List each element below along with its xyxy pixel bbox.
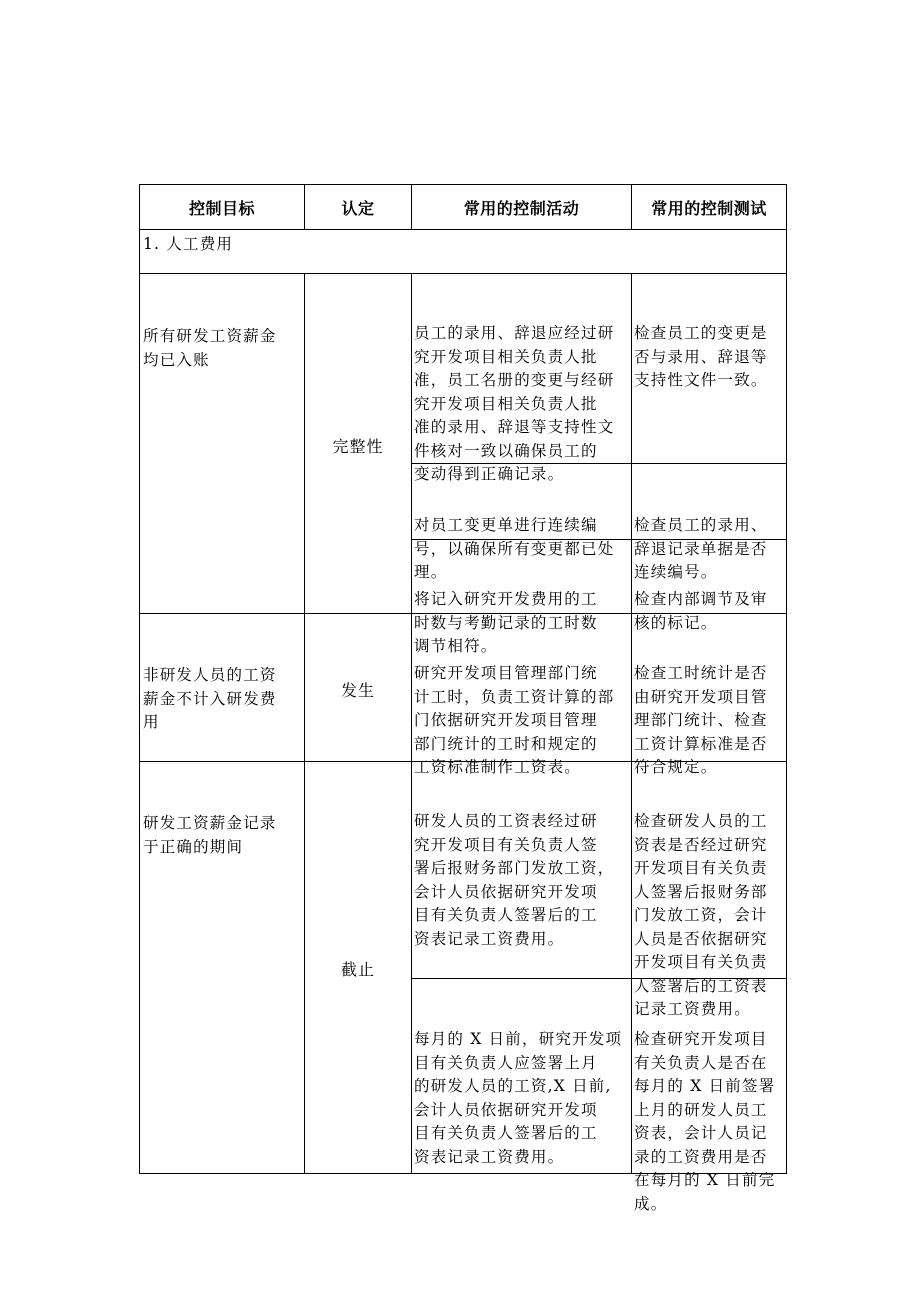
header-objective: 控制目标 (188, 198, 255, 218)
objective-cell: 所有研发工资薪金 均已入账 (143, 327, 277, 369)
header-activity: 常用的控制活动 (463, 198, 580, 218)
assertion-cell: 截止 (340, 959, 375, 979)
objective-cell: 非研发人员的工资 薪金不计入研发费 用 (143, 666, 277, 731)
objective-cell: 研发工资薪金记录 于正确的期间 (143, 814, 277, 856)
test-cell: 检查内部调节及审 核的标记。 (634, 590, 768, 632)
activity-cell: 每月的 X 日前，研究开发项 目有关负责人应签署上月 的研发人员的工资,X 日前, 会计人员依据研究开发项 目有关负责人签署后的工 资表记录工资费用。 (414, 1030, 623, 1166)
control-table (139, 184, 787, 1213)
header-assertion: 认定 (341, 198, 375, 218)
activity-cell: 员工的录用、辞退应经过研 究开发项目相关负责人批 准，员工名册的变更与经研 究开发项目相关负责人批 准的录用、辞退等支持性文 件核对一致以确保员工的 变动得到正确记录。 (414, 324, 615, 483)
activity-cell: 研发人员的工资表经过研 究开发项目有关负责人签 署后报财务部门发放工资， 会计人员依据研究开发项 目有关负责人签署后的工 资表记录工资费用。 (414, 812, 615, 948)
col-divider (411, 273, 412, 1173)
row-divider (140, 229, 786, 230)
test-cell: 检查员工的变更是 否与录用、辞退等 支持性文件一致。 (634, 324, 768, 389)
activity-cell: 将记入研究开发费用的工 时数与考勤记录的工时数 调节相符。 (414, 590, 598, 655)
activity-cell: 对员工变更单进行连续编 号，以确保所有变更都已处 理。 (414, 516, 615, 581)
col-divider (631, 273, 632, 1173)
row-divider (140, 273, 786, 274)
activity-cell: 研究开发项目管理部门统 计工时，负责工资计算的部 门依据研究开发项目管理 部门统计的工时和规定的 工资标准制作工资表。 (414, 664, 615, 776)
section-title: 1. 人工费用 (143, 235, 234, 253)
test-cell: 检查工时统计是否 由研究开发项目管 理部门统计、检查 工资计算标准是否 符合规定。 (634, 664, 768, 776)
assertion-cell: 发生 (340, 680, 375, 700)
assertion-cell: 完整性 (332, 436, 384, 456)
col-divider (304, 273, 305, 1173)
test-cell: 检查研究开发项目 有关负责人是否在 每月的 X 日前签署 上月的研发人员工 资表，会计人员记 录的工资费用是否 在每月的 X 日前完 成。 (634, 1030, 776, 1213)
header-test: 常用的控制测试 (651, 198, 767, 218)
test-cell: 检查员工的录用、 辞退记录单据是否 连续编号。 (634, 516, 768, 581)
test-cell: 检查研发人员的工 资表是否经过研究 开发项目有关负责 人签署后报财务部 门发放工资，会计 人员是否依据研究 开发项目有关负责 人签署后的工资表 记录工资费用。 (634, 812, 768, 1018)
